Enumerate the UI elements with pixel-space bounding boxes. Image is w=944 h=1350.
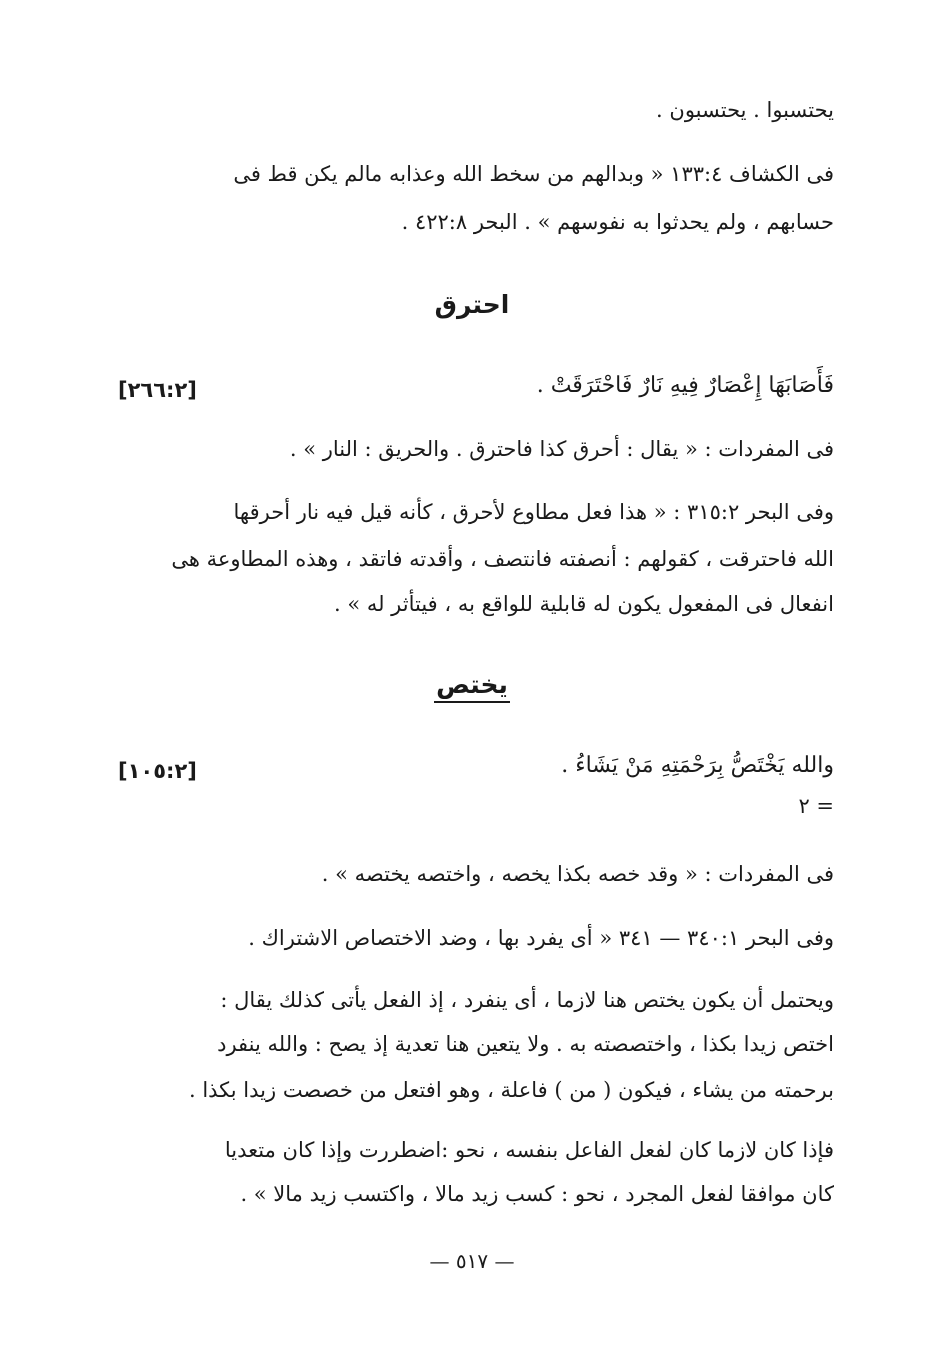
text-line: وفى البحر ٣١٥:٢ : « هذا فعل مطاوع لأحرق ، كأنه قيل فيه نار أحرقها xyxy=(233,500,834,524)
text-line: اختص زيدا بكذا ، واختصصته به . ولا يتعين هنا تعدية إذ يصح : والله ينفرد xyxy=(217,1032,834,1056)
text-line: كان موافقا لفعل المجرد ، نحو : كسب زيد مالا ، واكتسب زيد مالا » . xyxy=(240,1182,834,1206)
text-line: وفى البحر ٣٤٠:١ — ٣٤١ « أى يفرد بها ، وضد الاختصاص الاشتراك . xyxy=(248,926,834,950)
quran-verse: والله يَخْتَصُّ بِرَحْمَتِهِ مَنْ يَشَاءُ . xyxy=(561,753,834,778)
verse-reference: [١٠٥:٢] xyxy=(118,759,197,783)
text-line: فى المفردات : « وقد خصه بكذا يخصه ، واختصه يختصه » . xyxy=(321,862,834,886)
equals-note: ٢ = xyxy=(798,794,834,818)
text-line: برحمته من يشاء ، فيكون ( من ) فاعلة ، وهو افتعل من خصصت زيدا بكذا . xyxy=(188,1078,834,1102)
text-line: الله فاحترقت ، كقولهم : أنصفته فانتصف ، وأقدته فاتقد ، وهذه المطاوعة هى xyxy=(171,547,834,571)
verse-reference: [٢٦٦:٢] xyxy=(118,378,197,402)
text-line: حسابهم ، ولم يحدثوا به نفوسهم » . البحر ٤٢٢:٨ . xyxy=(401,210,834,234)
quran-verse: فَأَصَابَهَا إِعْصَارٌ فِيهِ نَارٌ فَاحْتَرَقَتْ . xyxy=(536,373,834,398)
entry-heading: احترق xyxy=(434,290,510,319)
text-line: فإذا كان لازما كان لفعل الفاعل بنفسه ، نحو :اضطررت وإذا كان متعديا xyxy=(224,1138,834,1162)
text-line: ويحتمل أن يكون يختص هنا لازما ، أى ينفرد ، إذ الفعل يأتى كذلك يقال : xyxy=(220,988,834,1012)
text-line: فى المفردات : « يقال : أحرق كذا فاحترق . والحريق : النار » . xyxy=(289,437,834,461)
text-line: فى الكشاف ١٣٣:٤ « وبدالهم من سخط الله وعذابه مالم يكن قط فى xyxy=(233,162,834,186)
text-line: انفعال فى المفعول يكون له قابلية للواقع به ، فيتأثر له » . xyxy=(333,592,834,616)
page-number: — ٥١٧ — xyxy=(429,1249,515,1273)
text-line: يحتسبوا . يحتسبون . xyxy=(656,98,834,122)
entry-heading: يختص xyxy=(0,668,944,702)
